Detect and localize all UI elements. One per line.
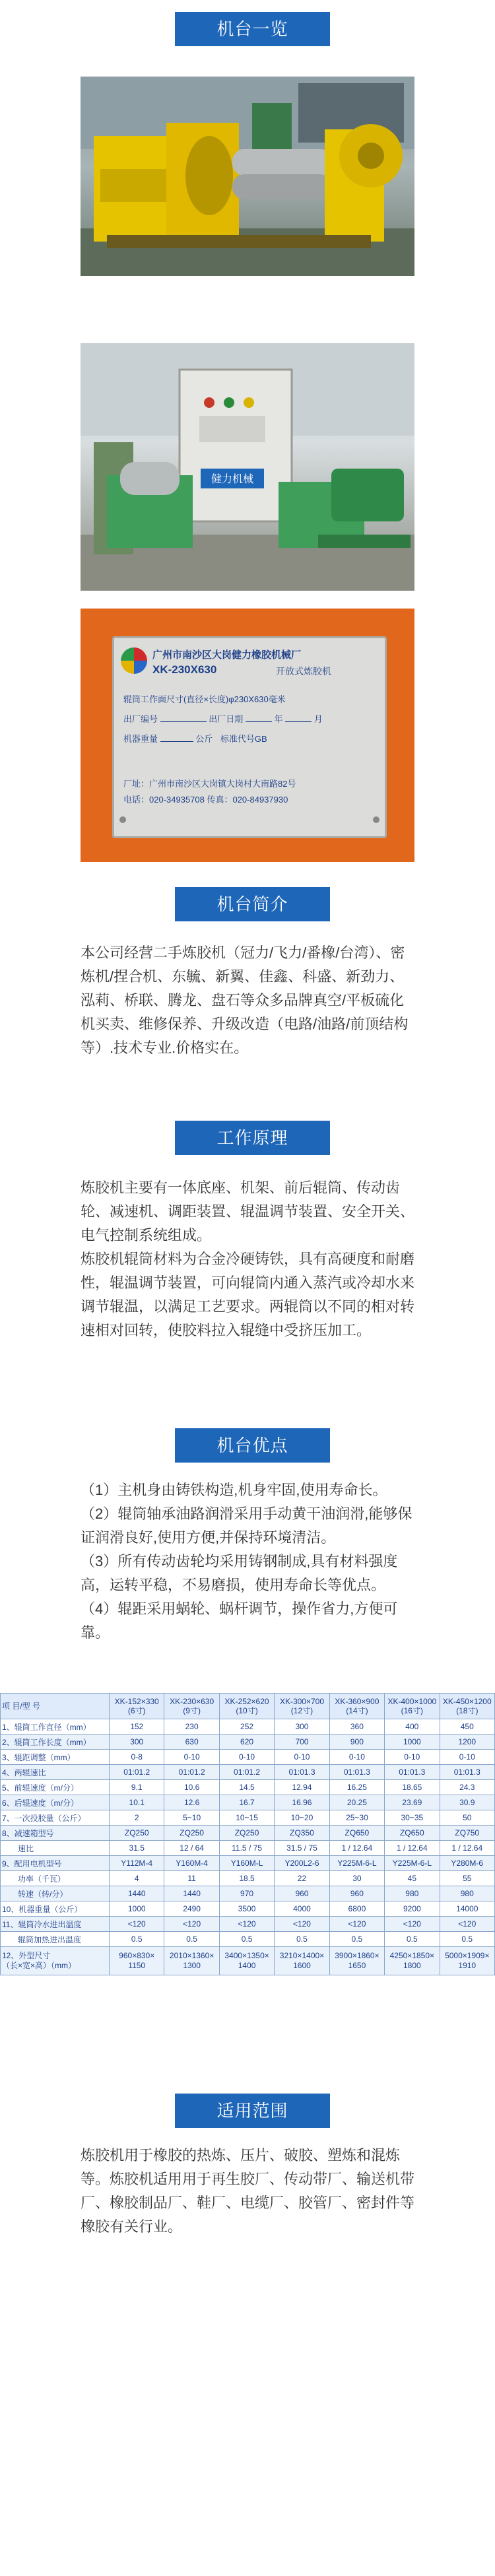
spec-cell: 01:01.3 [385, 1765, 440, 1780]
spec-cell: 31.5 [110, 1841, 164, 1856]
spec-cell: 31.5 / 75 [275, 1841, 329, 1856]
spec-row-label: 速比 [1, 1841, 110, 1856]
nameplate-weight-label: 机器重量 [123, 734, 158, 744]
spec-row [1, 1750, 495, 1765]
spec-cell: 14000 [440, 1901, 494, 1917]
spec-cell: 3400×1350× 1400 [219, 1947, 274, 1975]
spec-row-label: 7、一次投胶量（公斤） [1, 1810, 110, 1826]
spec-row-label: 功率（千瓦） [1, 1871, 110, 1886]
spec-row-label: 2、辊筒工作长度（mm） [1, 1734, 110, 1750]
rivet-icon [373, 816, 380, 823]
section-title-advantages: 机台优点 [175, 1428, 330, 1463]
spec-cell: 0-10 [440, 1750, 494, 1765]
spec-cell: 23.69 [385, 1795, 440, 1810]
spec-cell: 620 [219, 1734, 274, 1750]
spec-cell: 1000 [385, 1734, 440, 1750]
spec-cell: ZQ650 [329, 1826, 384, 1841]
spec-cell: 230 [164, 1719, 219, 1734]
spec-cell: 960 [275, 1886, 329, 1901]
spec-row-label: 9、配用电机型号 [1, 1856, 110, 1871]
intro-paragraph: 本公司经营二手炼胶机（冠力/飞力/番橡/台湾）、密炼机/捏合机、东毓、新翼、佳鑫、科盛、新劲力、泓莉、桥联、腾龙、盘石等众多品牌真空/平板硫化机买卖、维修保养、升级改造（电路/油路/前顶结构等）.技术专业.价格实在。 [81, 944, 409, 1056]
spec-cell: 10.1 [110, 1795, 164, 1810]
spec-cell: 01:01.3 [275, 1765, 329, 1780]
spec-cell: 16.7 [219, 1795, 274, 1810]
spec-cell: 0.5 [110, 1932, 164, 1947]
spec-row-label: 5、前辊速度（m/分） [1, 1780, 110, 1795]
spec-cell: 1000 [110, 1901, 164, 1917]
spec-cell: 4 [110, 1871, 164, 1886]
spec-cell: 1200 [440, 1734, 494, 1750]
spec-model-header: XK-360×900 (14寸) [329, 1694, 384, 1719]
spec-cell: 24.3 [440, 1780, 494, 1795]
scope-paragraph: 炼胶机用于橡胶的热炼、压片、破胶、塑炼和混炼等。炼胶机适用用于再生胶厂、传动带厂、输送机带厂、橡胶制品厂、鞋厂、电缆厂、胶管厂、密封件等橡胶有关行业。 [81, 2147, 415, 2235]
photo-sign-text: 健力机械 [211, 474, 254, 485]
spec-cell: 300 [110, 1734, 164, 1750]
spec-cell: <120 [275, 1917, 329, 1932]
nameplate-date-label: 出厂日期 [209, 714, 244, 724]
spec-cell: Y225M-6-L [329, 1856, 384, 1871]
spec-cell: <120 [219, 1917, 274, 1932]
spec-row [1, 1765, 495, 1780]
rivet-icon [119, 816, 126, 823]
spec-cell: ZQ250 [110, 1826, 164, 1841]
spec-cell: 22 [275, 1871, 329, 1886]
photo-nameplate [81, 609, 414, 862]
spec-cell: 980 [440, 1886, 494, 1901]
photo-yellow-mill [81, 77, 414, 276]
spec-cell: 0.5 [164, 1932, 219, 1947]
spec-row [1, 1886, 495, 1901]
spec-cell: 0.5 [440, 1932, 494, 1947]
spec-cell: 4000 [275, 1901, 329, 1917]
spec-cell: 12.94 [275, 1780, 329, 1795]
spec-cell: 0.5 [329, 1932, 384, 1947]
spec-cell: 1 / 12.64 [385, 1841, 440, 1856]
spec-cell: Y200L2-6 [275, 1856, 329, 1871]
spec-row [1, 1932, 495, 1947]
yellow-mill-illustration [81, 77, 414, 276]
spec-cell: <120 [385, 1917, 440, 1932]
spec-cell: 960×830× 1150 [110, 1947, 164, 1975]
nameplate-model: XK-230X630 [152, 663, 217, 676]
spec-cell: 55 [440, 1871, 494, 1886]
spec-cell: ZQ650 [385, 1826, 440, 1841]
spec-row [1, 1917, 495, 1932]
advantage-item: （4）辊距采用蜗轮、蜗杆调节，操作省力,方便可靠。 [81, 1601, 398, 1641]
spec-cell: 0.5 [219, 1932, 274, 1947]
photo-green-mill [81, 343, 414, 591]
spec-cell: 1440 [164, 1886, 219, 1901]
spec-model-header: XK-450×1200 (18寸) [440, 1694, 494, 1719]
nameplate [112, 636, 387, 838]
spec-cell: 300 [275, 1719, 329, 1734]
spec-row-label: 3、辊距调整（mm） [1, 1750, 110, 1765]
spec-cell: <120 [329, 1917, 384, 1932]
spec-row [1, 1947, 495, 1975]
spec-cell: 18.65 [385, 1780, 440, 1795]
spec-row-label: 10、机器重量（公斤） [1, 1901, 110, 1917]
spec-cell: 16.96 [275, 1795, 329, 1810]
spec-cell: 50 [440, 1810, 494, 1826]
company-logo-icon [121, 647, 147, 674]
nameplate-company: 广州市南沙区大岗健力橡胶机械厂 [152, 649, 302, 661]
spec-cell: 11.5 / 75 [219, 1841, 274, 1856]
nameplate-serial-label: 出厂编号 [123, 714, 158, 724]
spec-cell: 252 [219, 1719, 274, 1734]
advantage-item: （1）主机身由铸铁构造,机身牢固,使用寿命长。 [81, 1482, 387, 1498]
spec-cell: 0-10 [219, 1750, 274, 1765]
spec-cell: 2010×1360× 1300 [164, 1947, 219, 1975]
spec-cell: 0-10 [164, 1750, 219, 1765]
nameplate-std-label: 标准代号GB [220, 734, 267, 744]
spec-model-header: XK-400×1000 (16寸) [385, 1694, 440, 1719]
spec-cell: 630 [164, 1734, 219, 1750]
spec-cell: 11 [164, 1871, 219, 1886]
green-mill-illustration [81, 343, 414, 591]
spec-cell: 2 [110, 1810, 164, 1826]
spec-row-label: 1、辊筒工作直径（mm） [1, 1719, 110, 1734]
spec-cell: 30~35 [385, 1810, 440, 1826]
spec-row [1, 1871, 495, 1886]
spec-cell: 12 / 64 [164, 1841, 219, 1856]
nameplate-tel: 电话：020-34935708 传真：020-84937930 [123, 795, 288, 805]
spec-cell: 10~15 [219, 1810, 274, 1826]
spec-cell: 5~10 [164, 1810, 219, 1826]
spec-cell: 6800 [329, 1901, 384, 1917]
section-title-overview: 机台一览 [175, 12, 330, 46]
nameplate-month: 月 [314, 714, 323, 724]
spec-cell: Y280M-6 [440, 1856, 494, 1871]
spec-cell: 0.5 [275, 1932, 329, 1947]
spec-cell: 3500 [219, 1901, 274, 1917]
spec-row-label: 辊筒加热进出温度 [1, 1932, 110, 1947]
spec-cell: 1 / 12.64 [440, 1841, 494, 1856]
spec-cell: 152 [110, 1719, 164, 1734]
spec-cell: 960 [329, 1886, 384, 1901]
spec-cell: <120 [440, 1917, 494, 1932]
spec-cell: 18.5 [219, 1871, 274, 1886]
spec-row-label: 转速（转/分） [1, 1886, 110, 1901]
spec-cell: 16.25 [329, 1780, 384, 1795]
spec-cell: <120 [110, 1917, 164, 1932]
spec-row-label: 8、减速箱型号 [1, 1826, 110, 1841]
spec-cell: 900 [329, 1734, 384, 1750]
spec-cell: ZQ250 [164, 1826, 219, 1841]
spec-cell: 360 [329, 1719, 384, 1734]
spec-cell: 30 [329, 1871, 384, 1886]
spec-cell: 0.5 [385, 1932, 440, 1947]
spec-cell: 0-10 [275, 1750, 329, 1765]
spec-cell: 10.6 [164, 1780, 219, 1795]
spec-row [1, 1841, 495, 1856]
spec-cell: 450 [440, 1719, 494, 1734]
spec-cell: 9.1 [110, 1780, 164, 1795]
advantages-list [81, 1478, 417, 1645]
spec-header-label: 项 目/型 号 [1, 1694, 110, 1719]
spec-cell: 1440 [110, 1886, 164, 1901]
spec-row [1, 1856, 495, 1871]
spec-row-label: 12、外型尺寸 （长×宽×高）（mm） [1, 1947, 110, 1975]
principle-paragraph: 炼胶机主要有一体底座、机架、前后辊筒、传动齿轮、减速机、调距装置、辊温调节装置、安全开关、电气控制系统组成。 炼胶机辊筒材料为合金冷硬铸铁，具有高硬度和耐磨性，辊温调节装置，可向辊筒内通入蒸汽或冷却水来调节辊温，以满足工艺要求。两辊筒以不同的相对转速相对回转，使胶料拉入辊缝中受挤压加工。 [81, 1179, 415, 1338]
spec-row-label: 11、辊筒冷水进出温度 [1, 1917, 110, 1932]
spec-row [1, 1810, 495, 1826]
nameplate-year: 年 [274, 714, 283, 724]
spec-row [1, 1901, 495, 1917]
spec-cell: 10~20 [275, 1810, 329, 1826]
spec-cell: 20.25 [329, 1795, 384, 1810]
spec-header-row [1, 1694, 495, 1719]
spec-table [0, 1693, 495, 1975]
spec-cell: 45 [385, 1871, 440, 1886]
spec-cell: 5000×1909× 1910 [440, 1947, 494, 1975]
spec-cell: 3210×1400× 1600 [275, 1947, 329, 1975]
spec-row [1, 1734, 495, 1750]
section-title-principle: 工作原理 [175, 1121, 330, 1155]
spec-cell: 0-10 [385, 1750, 440, 1765]
spec-cell: 01:01.3 [440, 1765, 494, 1780]
spec-cell: Y160M-L [219, 1856, 274, 1871]
nameplate-weight-unit: 公斤 [195, 734, 213, 744]
spec-cell: 12.6 [164, 1795, 219, 1810]
advantage-item: （2）辊筒轴承油路润滑采用手动黄干油润滑,能够保证润滑良好,使用方便,并保持环境清洁。 [81, 1505, 412, 1546]
spec-cell: 980 [385, 1886, 440, 1901]
spec-cell: Y112M-4 [110, 1856, 164, 1871]
spec-cell: 01:01.2 [164, 1765, 219, 1780]
nameplate-spec: 辊筒工作面尺寸(直径×长度)φ230X630毫米 [123, 694, 286, 704]
nameplate-type: 开放式炼胶机 [276, 666, 331, 677]
spec-cell: ZQ250 [219, 1826, 274, 1841]
spec-cell: 2490 [164, 1901, 219, 1917]
spec-cell: 970 [219, 1886, 274, 1901]
spec-cell: 0-10 [329, 1750, 384, 1765]
spec-cell: 01:01.2 [110, 1765, 164, 1780]
spec-model-header: XK-300×700 (12寸) [275, 1694, 329, 1719]
spec-model-header: XK-152×330 (6寸) [110, 1694, 164, 1719]
spec-cell: 4250×1850× 1800 [385, 1947, 440, 1975]
spec-cell: ZQ750 [440, 1826, 494, 1841]
spec-cell: 0-8 [110, 1750, 164, 1765]
spec-row-label: 4、两辊速比 [1, 1765, 110, 1780]
spec-cell: <120 [164, 1917, 219, 1932]
spec-cell: 01:01.2 [219, 1765, 274, 1780]
spec-row [1, 1826, 495, 1841]
spec-cell: 700 [275, 1734, 329, 1750]
spec-cell: 25~30 [329, 1810, 384, 1826]
spec-row-label: 6、后辊速度（m/分） [1, 1795, 110, 1810]
spec-cell: 3900×1860× 1650 [329, 1947, 384, 1975]
spec-cell: 14.5 [219, 1780, 274, 1795]
spec-row [1, 1795, 495, 1810]
spec-cell: 01:01.3 [329, 1765, 384, 1780]
advantage-item: （3）所有传动齿轮均采用铸钢制成,具有材料强度高，运转平稳，不易磨损，使用寿命长等优点。 [81, 1553, 398, 1593]
spec-cell: Y225M-6-L [385, 1856, 440, 1871]
section-title-scope: 适用范围 [175, 2094, 330, 2128]
spec-row [1, 1719, 495, 1734]
spec-model-header: XK-252×620 (10寸) [219, 1694, 274, 1719]
section-title-intro: 机台简介 [175, 887, 330, 921]
spec-cell: 400 [385, 1719, 440, 1734]
spec-model-header: XK-230×630 (9寸) [164, 1694, 219, 1719]
spec-cell: 1 / 12.64 [329, 1841, 384, 1856]
spec-cell: 9200 [385, 1901, 440, 1917]
spec-row [1, 1780, 495, 1795]
spec-cell: Y160M-4 [164, 1856, 219, 1871]
spec-cell: 30.9 [440, 1795, 494, 1810]
nameplate-address: 厂址：广州市南沙区大岗镇大岗村大南路82号 [123, 779, 296, 789]
spec-cell: ZQ350 [275, 1826, 329, 1841]
